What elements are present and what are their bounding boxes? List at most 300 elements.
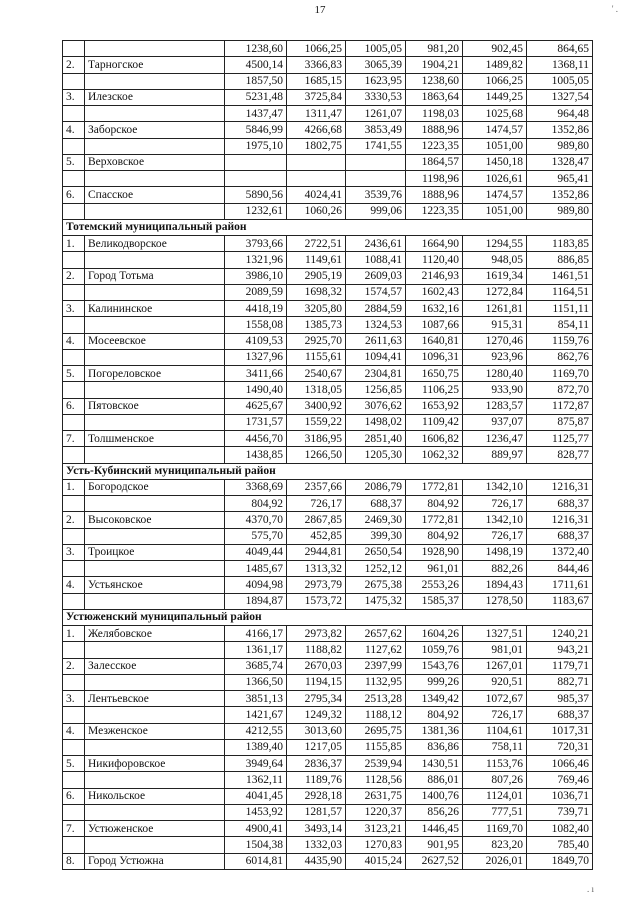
value-cell: 4049,44 [225, 544, 287, 560]
page-number: 17 [314, 4, 326, 16]
value-cell: 1270,83 [346, 837, 406, 853]
value-cell: 1332,03 [287, 837, 346, 853]
value-cell: 3986,10 [225, 268, 287, 284]
value-cell: 2627,52 [406, 853, 463, 869]
value-cell: 1558,08 [225, 317, 287, 333]
table-row [63, 317, 593, 333]
value-cell: 4500,14 [225, 57, 287, 73]
table-row [63, 366, 593, 382]
value-cell: 1169,70 [463, 821, 527, 837]
row-number [63, 382, 85, 398]
settlement-name: Богородское [85, 479, 225, 495]
settlement-name: Город Устюжна [85, 853, 225, 869]
value-cell: 1120,40 [406, 252, 463, 268]
value-cell: 1066,25 [287, 41, 346, 57]
value-cell: 804,92 [406, 496, 463, 512]
value-cell: 1904,21 [406, 57, 463, 73]
value-cell: 1198,03 [406, 106, 463, 122]
value-cell: 964,48 [527, 106, 593, 122]
value-cell: 1342,10 [463, 479, 527, 495]
value-cell: 1474,57 [463, 122, 527, 138]
value-cell: 1327,96 [225, 349, 287, 365]
value-cell: 1857,50 [225, 73, 287, 89]
value-cell: 1311,47 [287, 106, 346, 122]
value-cell: 1088,41 [346, 252, 406, 268]
value-cell: 1894,87 [225, 593, 287, 609]
footer-mark: . ı [586, 884, 594, 894]
row-number [63, 528, 85, 544]
value-cell: 1731,57 [225, 414, 287, 430]
table-row [63, 788, 593, 804]
value-cell: 886,85 [527, 252, 593, 268]
settlement-name: Толшменское [85, 431, 225, 447]
value-cell: 2795,34 [287, 691, 346, 707]
settlement-name [85, 593, 225, 609]
value-cell: 882,26 [463, 561, 527, 577]
value-cell: 1066,25 [463, 73, 527, 89]
row-number: 4. [63, 122, 85, 138]
value-cell: 3400,92 [287, 398, 346, 414]
value-cell: 1650,75 [406, 366, 463, 382]
table-row [63, 496, 593, 512]
value-cell: 886,01 [406, 772, 463, 788]
value-cell: 1124,01 [463, 788, 527, 804]
corner-mark: ' . [611, 4, 618, 14]
value-cell: 1132,95 [346, 674, 406, 690]
value-cell: 1385,73 [287, 317, 346, 333]
value-cell: 856,26 [406, 804, 463, 820]
value-cell: 1036,71 [527, 788, 593, 804]
value-cell: 1741,55 [346, 138, 406, 154]
value-cell: 1189,76 [287, 772, 346, 788]
table-row [63, 349, 593, 365]
table-row [63, 853, 593, 869]
value-cell: 1151,11 [527, 301, 593, 317]
settlement-name: Илезское [85, 89, 225, 105]
value-cell: 989,80 [527, 138, 593, 154]
value-cell: 4166,17 [225, 626, 287, 642]
row-number: 4. [63, 333, 85, 349]
value-cell: 2540,67 [287, 366, 346, 382]
value-cell: 1223,35 [406, 138, 463, 154]
value-cell: 1863,64 [406, 89, 463, 105]
value-cell: 864,65 [527, 41, 593, 57]
value-cell: 1585,37 [406, 593, 463, 609]
table-row [63, 544, 593, 560]
value-cell: 1194,15 [287, 674, 346, 690]
row-number [63, 171, 85, 187]
value-cell: 1430,51 [406, 756, 463, 772]
value-cell: 4418,19 [225, 301, 287, 317]
row-number [63, 41, 85, 57]
value-cell: 862,76 [527, 349, 593, 365]
value-cell: 1106,25 [406, 382, 463, 398]
section-header-row [63, 609, 593, 625]
value-cell: 1169,70 [527, 366, 593, 382]
row-number [63, 642, 85, 658]
value-cell: 1888,96 [406, 187, 463, 203]
row-number [63, 837, 85, 853]
value-cell: 1164,51 [527, 284, 593, 300]
row-number: 7. [63, 821, 85, 837]
value-cell: 1498,02 [346, 414, 406, 430]
value-cell: 1368,11 [527, 57, 593, 73]
value-cell: 2089,59 [225, 284, 287, 300]
value-cell: 688,37 [346, 496, 406, 512]
value-cell: 3539,76 [346, 187, 406, 203]
value-cell: 1188,12 [346, 707, 406, 723]
value-cell: 769,46 [527, 772, 593, 788]
value-cell: 1352,86 [527, 122, 593, 138]
value-cell: 1421,67 [225, 707, 287, 723]
settlement-name [85, 772, 225, 788]
table-row [63, 284, 593, 300]
row-number: 5. [63, 154, 85, 170]
value-cell: 2695,75 [346, 723, 406, 739]
value-cell: 1294,55 [463, 236, 527, 252]
value-cell: 1318,05 [287, 382, 346, 398]
value-cell: 828,77 [527, 447, 593, 463]
value-cell: 1051,00 [463, 138, 527, 154]
table-row [63, 268, 593, 284]
value-cell: 1238,60 [225, 41, 287, 57]
settlement-name [85, 73, 225, 89]
value-cell: 1249,32 [287, 707, 346, 723]
value-cell: 2397,99 [346, 658, 406, 674]
value-cell: 2973,79 [287, 577, 346, 593]
settlement-name: Тарногское [85, 57, 225, 73]
value-cell: 3949,64 [225, 756, 287, 772]
value-cell: 2884,59 [346, 301, 406, 317]
value-cell: 1188,82 [287, 642, 346, 658]
table-row [63, 106, 593, 122]
row-number: 4. [63, 577, 85, 593]
settlement-name: Желябовское [85, 626, 225, 642]
value-cell: 1205,30 [346, 447, 406, 463]
value-cell: 1236,47 [463, 431, 527, 447]
value-cell: 1849,70 [527, 853, 593, 869]
value-cell: 1109,42 [406, 414, 463, 430]
settlement-name: Спасское [85, 187, 225, 203]
row-number: 2. [63, 268, 85, 284]
table-row [63, 154, 593, 170]
table-row [63, 138, 593, 154]
value-cell: 726,17 [463, 496, 527, 512]
value-cell: 807,26 [463, 772, 527, 788]
value-cell: 915,31 [463, 317, 527, 333]
value-cell: 1082,40 [527, 821, 593, 837]
row-number [63, 317, 85, 333]
value-cell: 1272,84 [463, 284, 527, 300]
row-number [63, 106, 85, 122]
value-cell: 726,17 [463, 528, 527, 544]
value-cell: 4109,53 [225, 333, 287, 349]
settlement-name: Мезженское [85, 723, 225, 739]
row-number: 2. [63, 658, 85, 674]
row-number [63, 138, 85, 154]
table-row [63, 431, 593, 447]
value-cell: 2973,82 [287, 626, 346, 642]
value-cell: 3725,84 [287, 89, 346, 105]
value-cell: 1104,61 [463, 723, 527, 739]
value-cell: 1362,11 [225, 772, 287, 788]
value-cell: 4094,98 [225, 577, 287, 593]
table-row [63, 772, 593, 788]
value-cell: 981,01 [463, 642, 527, 658]
value-cell: 1461,51 [527, 268, 593, 284]
row-number [63, 804, 85, 820]
value-cell: 4212,55 [225, 723, 287, 739]
table-row [63, 691, 593, 707]
settlement-name [85, 674, 225, 690]
value-cell: 1216,31 [527, 512, 593, 528]
row-number [63, 674, 85, 690]
settlement-name [85, 284, 225, 300]
value-cell: 2722,51 [287, 236, 346, 252]
value-cell: 1604,26 [406, 626, 463, 642]
table-row [63, 171, 593, 187]
value-cell [287, 171, 346, 187]
section-header-row [63, 463, 593, 479]
value-cell: 1256,85 [346, 382, 406, 398]
settlement-name [85, 106, 225, 122]
table-row [63, 382, 593, 398]
row-number: 8. [63, 853, 85, 869]
row-number: 3. [63, 691, 85, 707]
value-cell: 875,87 [527, 414, 593, 430]
value-cell: 4625,67 [225, 398, 287, 414]
value-cell: 1270,46 [463, 333, 527, 349]
settlement-name [85, 561, 225, 577]
row-number: 5. [63, 756, 85, 772]
settlement-name [85, 138, 225, 154]
settlement-name [85, 496, 225, 512]
row-number: 6. [63, 187, 85, 203]
value-cell: 1327,51 [463, 626, 527, 642]
row-number: 1. [63, 626, 85, 642]
table-row [63, 187, 593, 203]
table-row [63, 333, 593, 349]
value-cell: 688,37 [527, 496, 593, 512]
value-cell: 1975,10 [225, 138, 287, 154]
value-cell: 1261,81 [463, 301, 527, 317]
value-cell: 758,11 [463, 739, 527, 755]
value-cell: 923,96 [463, 349, 527, 365]
value-cell: 1179,71 [527, 658, 593, 674]
table-row [63, 739, 593, 755]
value-cell: 804,92 [406, 528, 463, 544]
value-cell: 1619,34 [463, 268, 527, 284]
settlement-name [85, 707, 225, 723]
value-cell: 1498,19 [463, 544, 527, 560]
value-cell: 2928,18 [287, 788, 346, 804]
value-cell: 1217,05 [287, 739, 346, 755]
settlement-name [85, 382, 225, 398]
row-number [63, 707, 85, 723]
value-cell: 1698,32 [287, 284, 346, 300]
table-row [63, 41, 593, 57]
value-cell: 2553,26 [406, 577, 463, 593]
value-cell: 3793,66 [225, 236, 287, 252]
value-cell: 1153,76 [463, 756, 527, 772]
value-cell: 5890,56 [225, 187, 287, 203]
settlement-name: Пятовское [85, 398, 225, 414]
value-cell: 2670,03 [287, 658, 346, 674]
value-cell: 1449,25 [463, 89, 527, 105]
value-cell: 1252,12 [346, 561, 406, 577]
settlement-name: Высоковское [85, 512, 225, 528]
value-cell: 1026,61 [463, 171, 527, 187]
value-cell: 1438,85 [225, 447, 287, 463]
value-cell: 1606,82 [406, 431, 463, 447]
value-cell: 1485,67 [225, 561, 287, 577]
value-cell: 1504,38 [225, 837, 287, 853]
value-cell: 3076,62 [346, 398, 406, 414]
value-cell: 3366,83 [287, 57, 346, 73]
value-cell: 4370,70 [225, 512, 287, 528]
settlement-name [85, 528, 225, 544]
value-cell: 3411,66 [225, 366, 287, 382]
value-cell: 943,21 [527, 642, 593, 658]
table-row [63, 626, 593, 642]
value-cell: 1453,92 [225, 804, 287, 820]
row-number [63, 561, 85, 577]
value-cell: 1446,45 [406, 821, 463, 837]
value-cell: 1400,76 [406, 788, 463, 804]
row-number [63, 496, 85, 512]
row-number [63, 73, 85, 89]
row-number: 7. [63, 431, 85, 447]
settlement-name: Город Тотьма [85, 268, 225, 284]
value-cell: 1437,47 [225, 106, 287, 122]
value-cell: 1096,31 [406, 349, 463, 365]
settlement-name [85, 252, 225, 268]
value-cell: 1183,85 [527, 236, 593, 252]
value-cell: 844,46 [527, 561, 593, 577]
table-row [63, 57, 593, 73]
settlement-name: Калининское [85, 301, 225, 317]
value-cell: 3330,53 [346, 89, 406, 105]
value-cell: 1888,96 [406, 122, 463, 138]
value-cell: 1381,36 [406, 723, 463, 739]
value-cell: 3851,13 [225, 691, 287, 707]
row-number: 6. [63, 788, 85, 804]
value-cell: 688,37 [527, 707, 593, 723]
settlement-name [85, 317, 225, 333]
settlement-name [85, 41, 225, 57]
value-cell: 4900,41 [225, 821, 287, 837]
table-row [63, 723, 593, 739]
value-cell: 2657,62 [346, 626, 406, 642]
value-cell: 1060,26 [287, 203, 346, 219]
district-title: Усть-Кубинский муниципальный район [63, 463, 593, 479]
value-cell: 2867,85 [287, 512, 346, 528]
row-number: 1. [63, 479, 85, 495]
value-cell: 2611,63 [346, 333, 406, 349]
settlement-name [85, 349, 225, 365]
value-cell: 1261,07 [346, 106, 406, 122]
value-cell: 889,97 [463, 447, 527, 463]
value-cell: 823,20 [463, 837, 527, 853]
value-cell: 688,37 [527, 528, 593, 544]
value-cell: 1327,54 [527, 89, 593, 105]
value-cell: 575,70 [225, 528, 287, 544]
value-cell: 854,11 [527, 317, 593, 333]
value-cell: 3205,80 [287, 301, 346, 317]
value-cell: 1328,47 [527, 154, 593, 170]
value-cell: 1475,32 [346, 593, 406, 609]
value-cell [287, 154, 346, 170]
tariff-table [62, 40, 593, 870]
settlement-name [85, 203, 225, 219]
value-cell: 2539,94 [346, 756, 406, 772]
value-cell: 1664,90 [406, 236, 463, 252]
value-cell: 1267,01 [463, 658, 527, 674]
district-title: Устюженский муниципальный район [63, 609, 593, 625]
row-number: 6. [63, 398, 85, 414]
value-cell: 4041,45 [225, 788, 287, 804]
settlement-name: Погореловское [85, 366, 225, 382]
value-cell: 1220,37 [346, 804, 406, 820]
row-number [63, 203, 85, 219]
settlement-name [85, 414, 225, 430]
value-cell: 1238,60 [406, 73, 463, 89]
value-cell: 2026,01 [463, 853, 527, 869]
settlement-name [85, 171, 225, 187]
settlement-name: Никольское [85, 788, 225, 804]
table-row [63, 821, 593, 837]
value-cell: 3065,39 [346, 57, 406, 73]
value-cell: 452,85 [287, 528, 346, 544]
value-cell: 1128,56 [346, 772, 406, 788]
row-number: 5. [63, 366, 85, 382]
value-cell [225, 171, 287, 187]
value-cell: 981,20 [406, 41, 463, 57]
value-cell: 999,26 [406, 674, 463, 690]
table-row [63, 804, 593, 820]
value-cell: 720,31 [527, 739, 593, 755]
value-cell [346, 171, 406, 187]
value-cell: 1216,31 [527, 479, 593, 495]
value-cell: 1266,50 [287, 447, 346, 463]
value-cell: 1087,66 [406, 317, 463, 333]
table-row [63, 593, 593, 609]
value-cell: 1281,57 [287, 804, 346, 820]
value-cell: 2925,70 [287, 333, 346, 349]
settlement-name [85, 837, 225, 853]
table-row [63, 756, 593, 772]
value-cell: 933,90 [463, 382, 527, 398]
value-cell: 961,01 [406, 561, 463, 577]
value-cell: 2944,81 [287, 544, 346, 560]
value-cell: 1278,50 [463, 593, 527, 609]
value-cell: 1051,00 [463, 203, 527, 219]
value-cell: 3685,74 [225, 658, 287, 674]
value-cell: 989,80 [527, 203, 593, 219]
table-row [63, 301, 593, 317]
value-cell: 1342,10 [463, 512, 527, 528]
table-row [63, 707, 593, 723]
value-cell: 1321,96 [225, 252, 287, 268]
value-cell: 1127,62 [346, 642, 406, 658]
value-cell: 1280,40 [463, 366, 527, 382]
value-cell [346, 154, 406, 170]
value-cell: 2851,40 [346, 431, 406, 447]
table-row [63, 577, 593, 593]
value-cell: 4456,70 [225, 431, 287, 447]
value-cell: 399,30 [346, 528, 406, 544]
value-cell: 1232,61 [225, 203, 287, 219]
